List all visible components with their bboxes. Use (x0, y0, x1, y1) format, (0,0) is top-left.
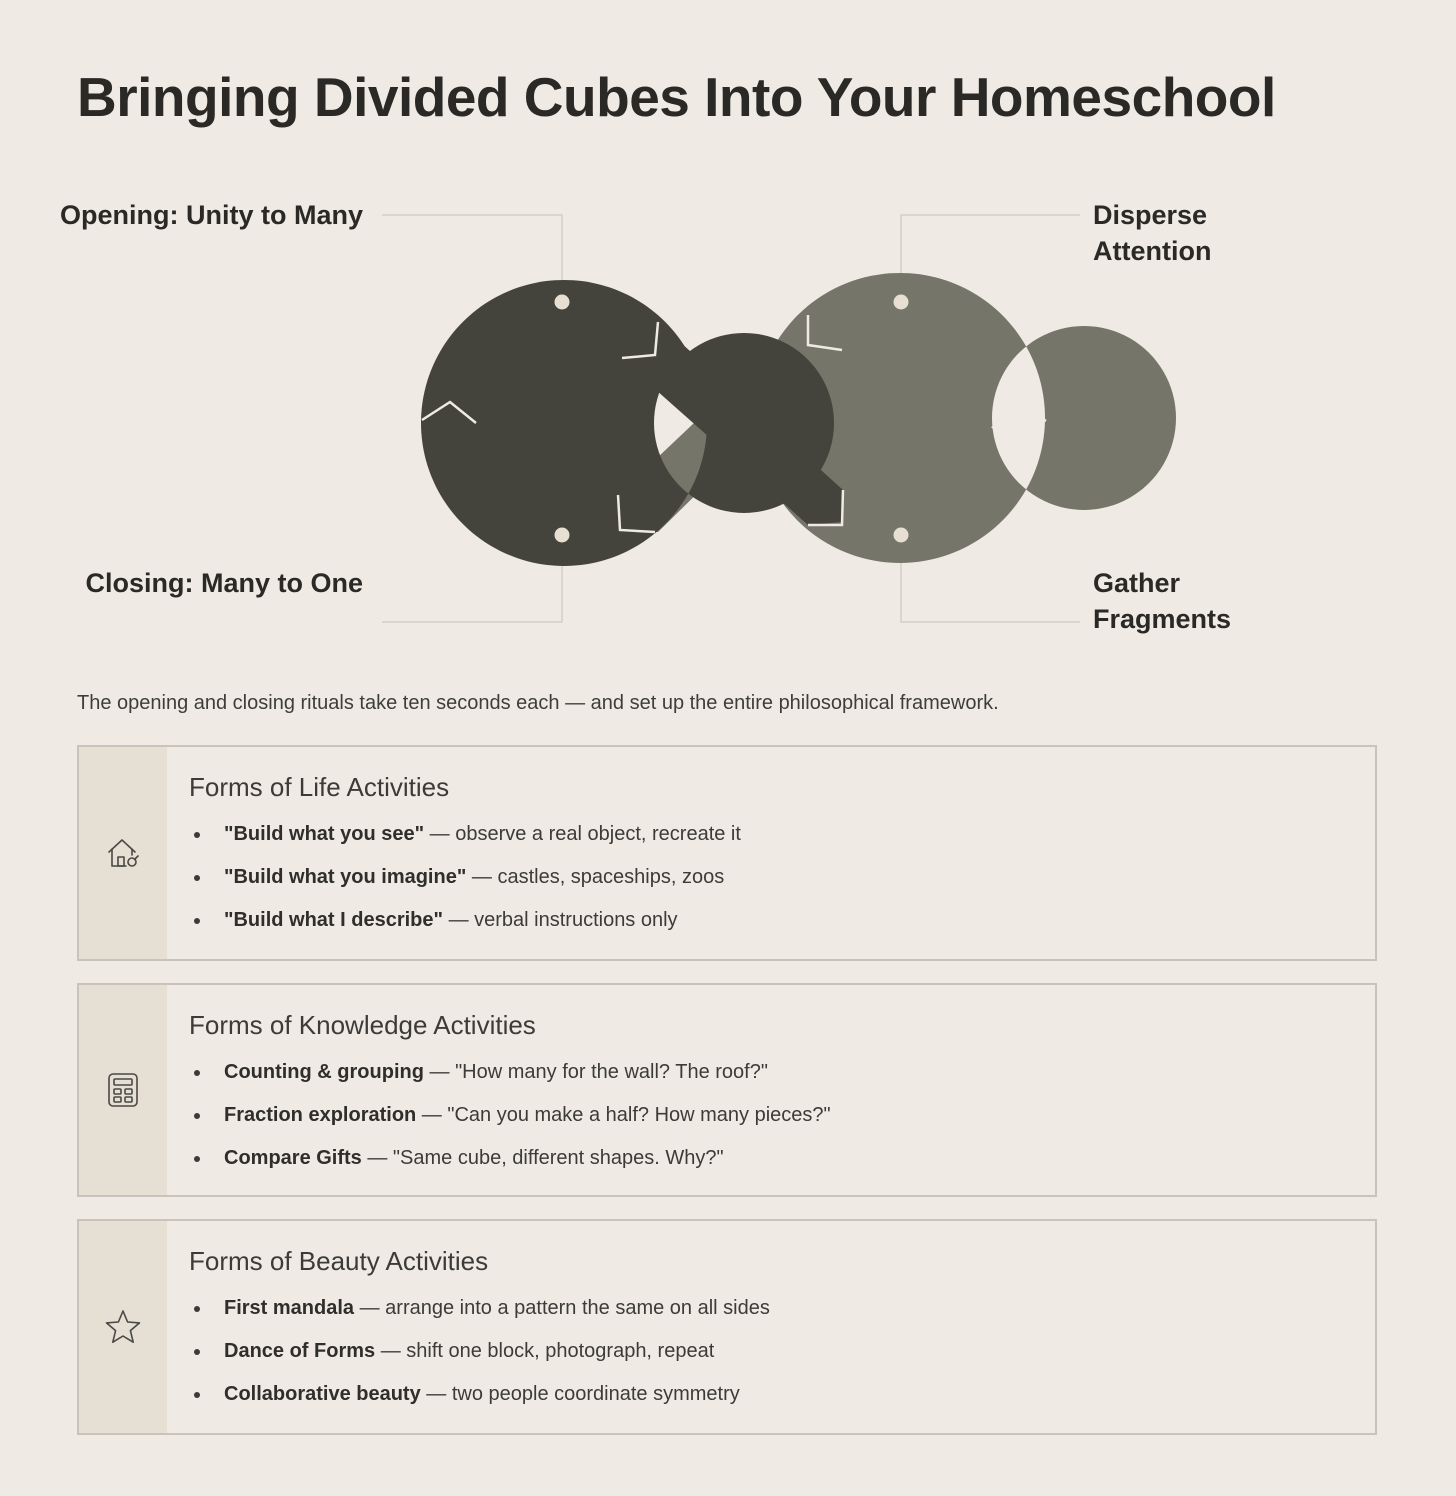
card-icon-panel (79, 1221, 167, 1433)
card-heading: Forms of Knowledge Activities (189, 1010, 536, 1040)
card-icon-panel (79, 747, 167, 959)
anchor-dot-bottom-right (894, 528, 909, 543)
list-item: Fraction exploration — "Can you make a half? How many pieces?" (189, 1094, 831, 1137)
house-icon (105, 835, 141, 871)
card-knowledge-activities (77, 983, 1377, 1197)
card-life-activities (77, 745, 1377, 961)
list-item: Dance of Forms — shift one block, photograph, repeat (189, 1330, 770, 1373)
list-item: "Build what you imagine" — castles, spaceships, zoos (189, 856, 741, 899)
list-item: Collaborative beauty — two people coordinate symmetry (189, 1373, 770, 1416)
page-title: Bringing Divided Cubes Into Your Homeschool (77, 66, 1276, 128)
list-item: "Build what I describe" — verbal instructions only (189, 899, 741, 942)
anchor-dot-top-left (555, 295, 570, 310)
list-item: First mandala — arrange into a pattern the same on all sides (189, 1287, 770, 1330)
activity-list (189, 1051, 831, 1180)
card-heading: Forms of Beauty Activities (189, 1246, 489, 1276)
anchor-dot-bottom-left (555, 528, 570, 543)
loop-segment-left-ring (421, 280, 834, 566)
card-icon-panel (79, 985, 167, 1195)
label-closing: Closing: Many to One (85, 568, 363, 598)
calculator-icon (106, 1072, 140, 1108)
label-disperse: Disperse Attention (1093, 200, 1212, 266)
label-opening: Opening: Unity to Many (60, 200, 363, 230)
label-gather: Gather Fragments (1093, 568, 1232, 634)
infinity-diagram (0, 0, 1456, 680)
card-beauty-activities (77, 1219, 1377, 1435)
anchor-dot-top-right (894, 295, 909, 310)
activity-list (189, 1287, 770, 1416)
list-item: Counting & grouping — "How many for the wall? The roof?" (189, 1051, 831, 1094)
list-item: Compare Gifts — "Same cube, different shapes. Why?" (189, 1137, 831, 1180)
activity-list (189, 813, 741, 942)
star-icon (104, 1308, 142, 1346)
intro-text: The opening and closing rituals take ten seconds each — and set up the entire philosophical framework. (77, 692, 999, 714)
card-heading: Forms of Life Activities (189, 772, 450, 802)
list-item: "Build what you see" — observe a real object, recreate it (189, 813, 741, 856)
